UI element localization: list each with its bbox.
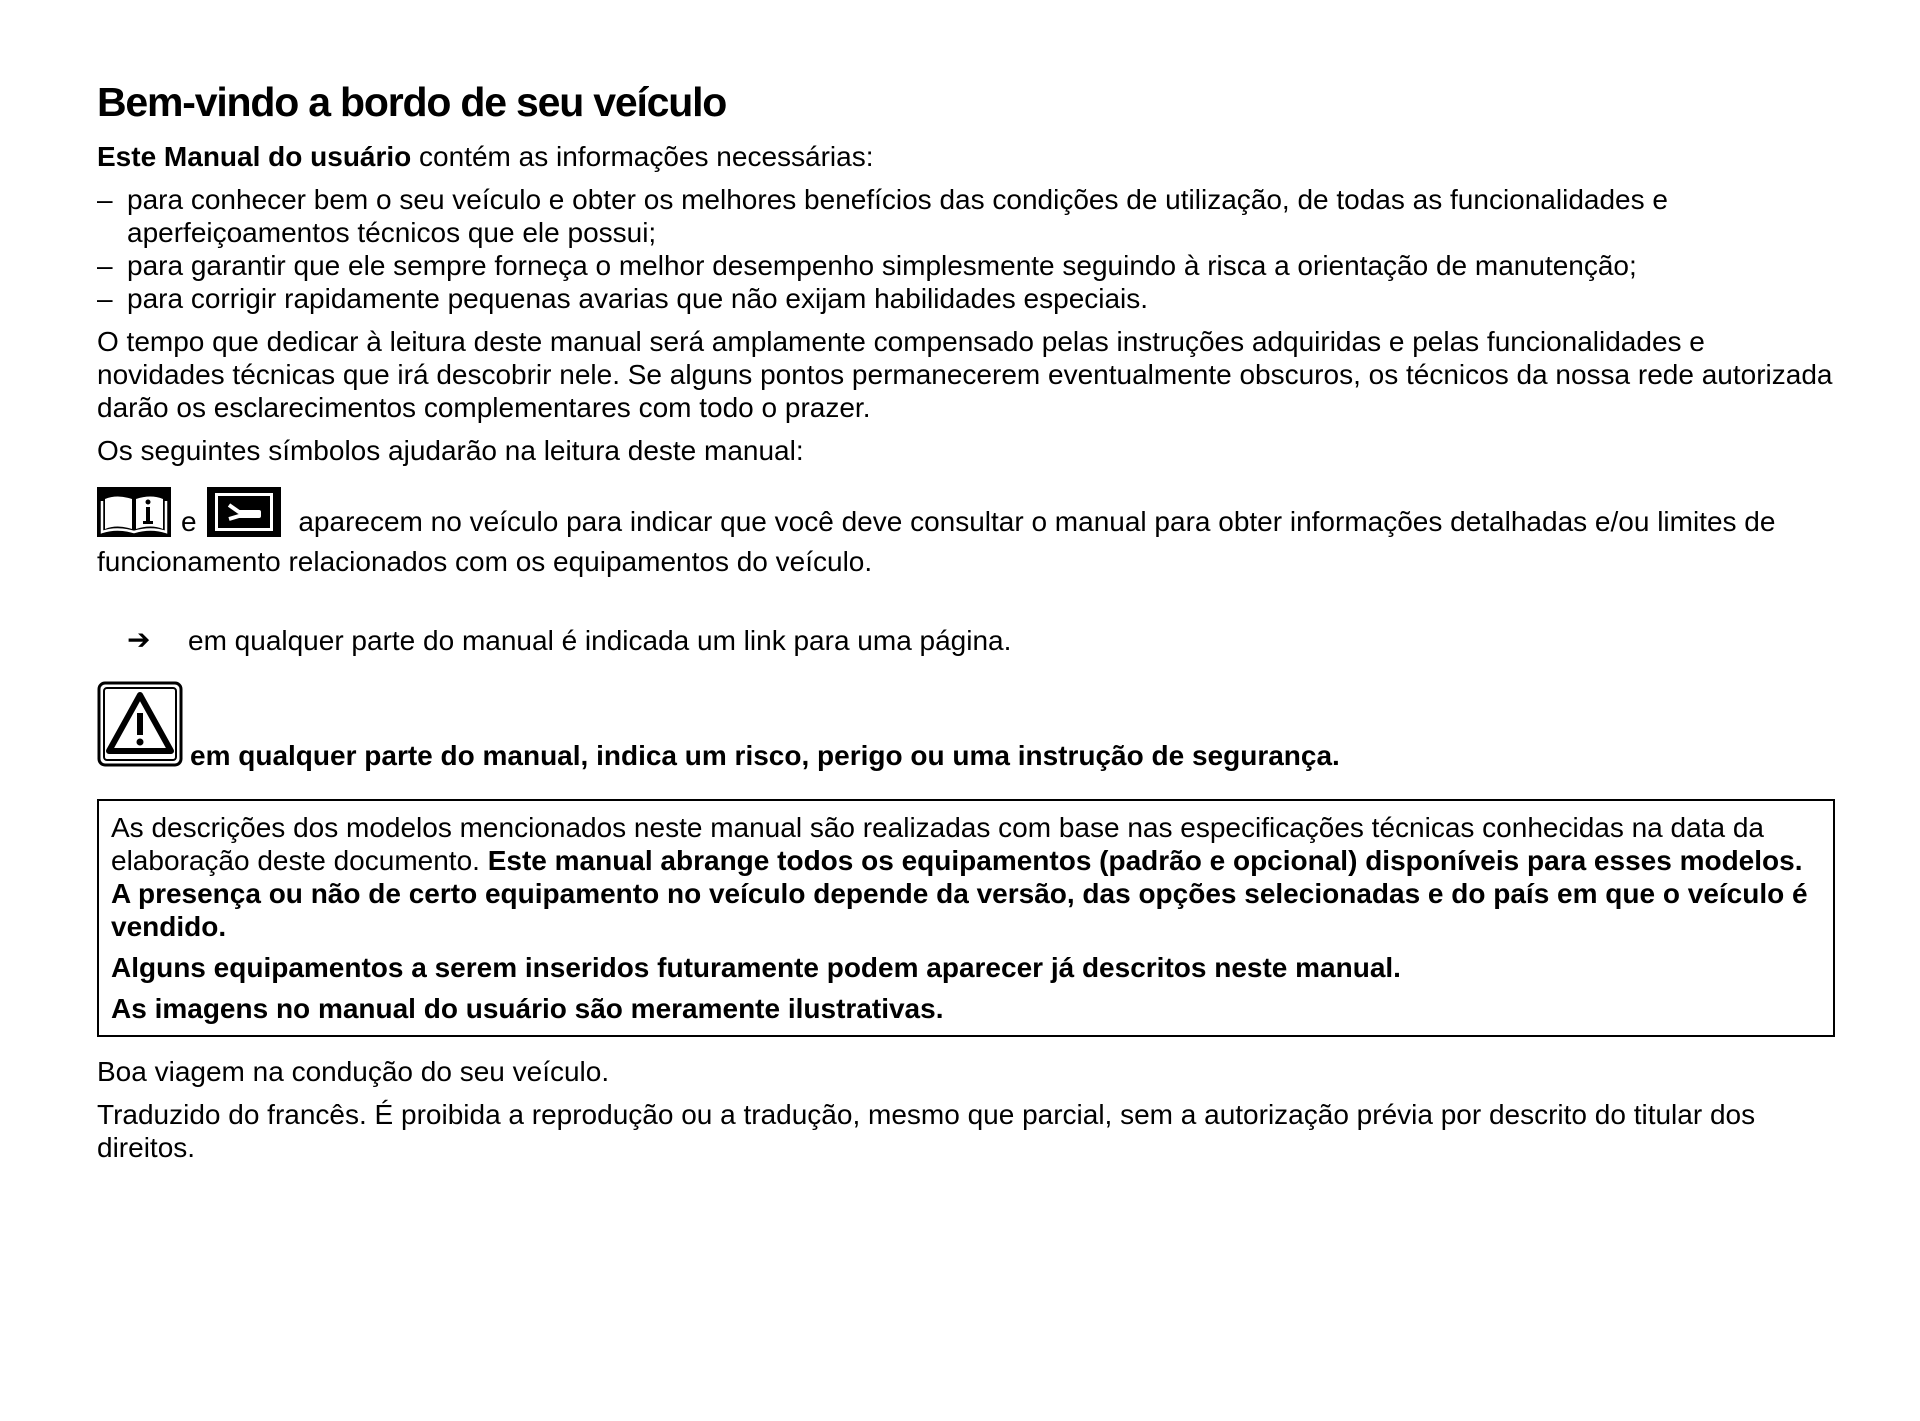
intro-rest: contém as informações necessárias: [411, 141, 874, 172]
link-arrow-row [97, 624, 1837, 657]
copyright-paragraph: Traduzido do francês. É proibida a reprodução ou a tradução, mesmo que parcial, sem a autorização prévia por descrito do titular dos direitos. [97, 1099, 1756, 1163]
symbols-connector: e [181, 506, 197, 537]
intro-bold: Este Manual do usuário [97, 141, 412, 172]
closing-paragraph: Boa viagem na condução do seu veículo. [97, 1056, 610, 1087]
list-item: – para corrigir rapidamente pequenas avarias que não exijam habilidades especiais. [97, 283, 1149, 314]
notice-paragraph-3: As imagens no manual do usuário são meramente ilustrativas. [111, 993, 944, 1024]
symbols-intro: Os seguintes símbolos ajudarão na leitura deste manual: [97, 435, 804, 466]
warning-text: em qualquer parte do manual, indica um risco, perigo ou uma instrução de segurança. [190, 740, 1340, 771]
list-dash: – [97, 184, 113, 215]
symbols-paragraph [97, 487, 1837, 582]
notice-paragraph-2: Alguns equipamentos a serem inseridos futuramente podem aparecer já descritos neste manual. [111, 952, 1401, 983]
wrench-icon [207, 487, 281, 537]
list-dash: – [97, 250, 113, 281]
intro-paragraph [97, 140, 1837, 173]
time-paragraph: O tempo que dedicar à leitura deste manual será amplamente compensado pelas instruções adquiridas e pelas funcionalidades e novidades técnicas que irá descobrir nele. Se alguns pontos permanecerem eventualmente obscuros, os técnicos da nossa rede autorizada darão os esclarecimentos complementares com todo o prazer. [97, 326, 1833, 423]
page-title: Bem-vindo a bordo de seu veículo [97, 79, 727, 125]
symbols-text: aparecem no veículo para indicar que você deve consultar o manual para obter informações detalhadas e/ou limites de funcionamento relacionados com os equipamentos do veículo. [97, 506, 1776, 577]
manual-book-icon [97, 487, 171, 537]
right-arrow-icon: ➔ [127, 624, 151, 655]
notice-paragraph-1: As descrições dos modelos mencionados neste manual são realizadas com base nas especificações técnicas conhecidas na data da elaboração deste documento. Este manual abrange todos os equipamentos (padrão e opcional) disponíveis para esses modelos. A presença ou não de certo equipamento no veículo depende da versão, das opções selecionadas e do país em que o veículo é vendido. [111, 812, 1808, 942]
warning-row [97, 681, 1837, 775]
link-arrow-text: em qualquer parte do manual é indicada um link para uma página. [188, 625, 1012, 656]
list-item: – para conhecer bem o seu veículo e obter os melhores benefícios das condições de utilização, de todas as funcionalidades e aperfeiçoamentos técnicos que ele possui; [97, 184, 1668, 248]
manual-page [97, 78, 1837, 1174]
purpose-list [97, 183, 1837, 315]
warning-triangle-icon [97, 681, 183, 772]
list-dash: – [97, 283, 113, 314]
notice-box [97, 799, 1835, 1037]
list-item: – para garantir que ele sempre forneça o melhor desempenho simplesmente seguindo à risca a orientação de manutenção; [97, 250, 1637, 281]
